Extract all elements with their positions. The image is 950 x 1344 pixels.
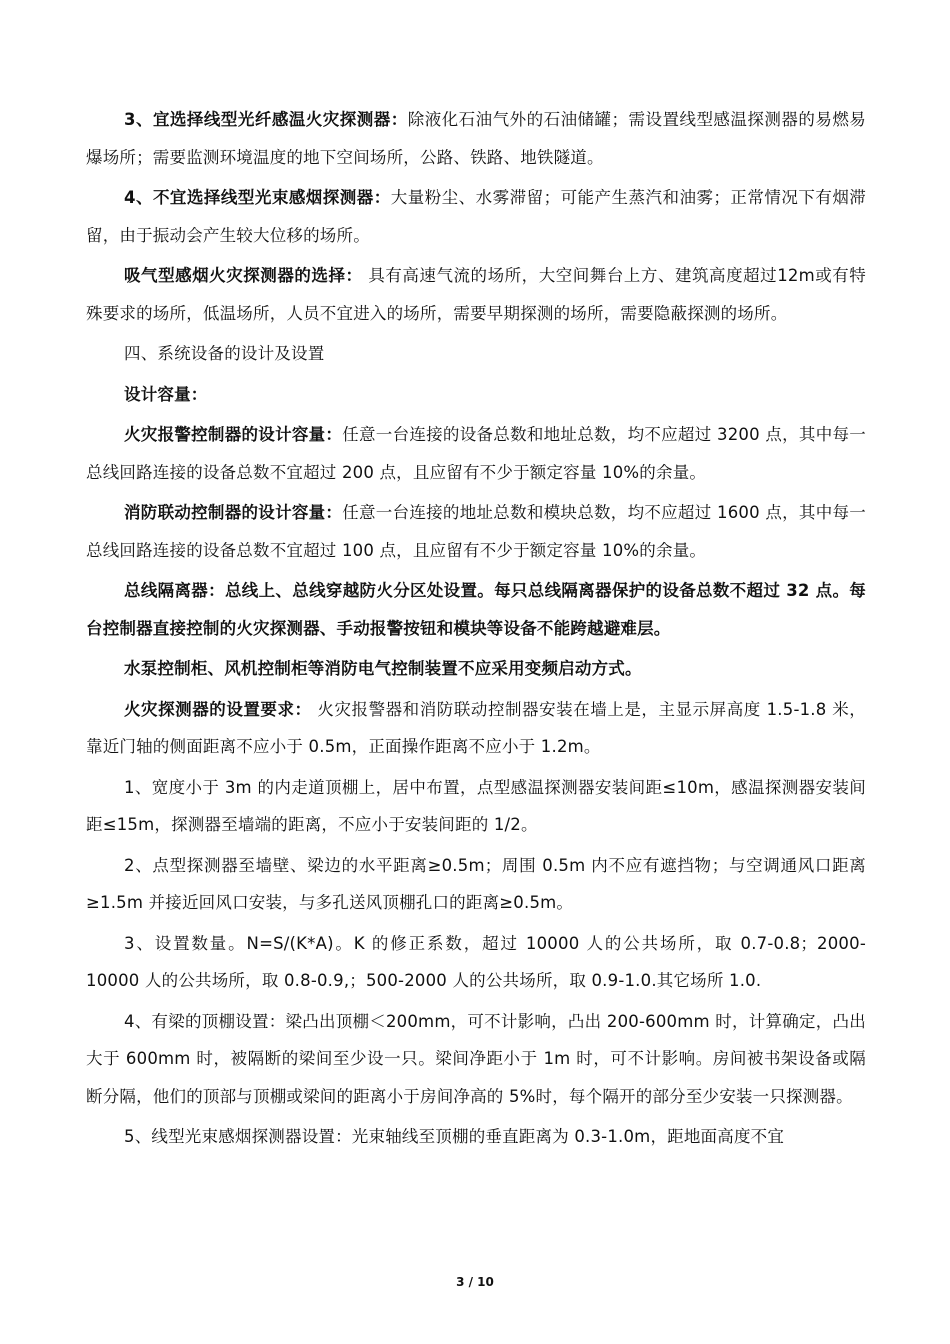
paragraph-10 [86,691,866,766]
paragraph-heading: 火灾报警控制器的设计容量： [124,425,343,444]
paragraph-1 [86,101,866,176]
paragraph-14 [86,1003,866,1116]
paragraph-text: 1、宽度小于 3m 的内走道顶棚上，居中布置，点型感温探测器安装间距≤10m，感温探测器安装间距≤15m，探测器至墙端的距离，不应小于安装间距的 1/2。 [86,777,866,834]
subheading-text: 设计容量： [124,384,208,404]
paragraph-bold-text: 水泵控制柜、风机控制柜等消防电气控制装置不应采用变频启动方式。 [124,659,642,678]
paragraph-12 [86,847,866,922]
page-number: 3 / 10 [456,1275,494,1289]
paragraph-2 [86,179,866,254]
paragraph-heading: 4、不宜选择线型光束感烟探测器： [124,188,391,207]
paragraph-9 [86,650,866,688]
paragraph-heading: 火灾探测器的设置要求： [124,699,312,719]
paragraph-heading: 3、宜选择线型光纤感温火灾探测器： [124,110,408,129]
paragraph-text: 3、设置数量。N=S/(K*A)。K 的修正系数，超过 10000 人的公共场所，取 0.7-0.8；2000-10000 人的公共场所，取 0.8-0.9,；500-2000 人的公共场所，取 0.9-1.0.其它场所 1.0. [86,933,866,990]
paragraph-text: 任意一台连接的地址总数和模块总数，均不应超过 1600 点，其中每一总线回路连接的设备总数不宜超过 100 点，且应留有不少于额定容量 10%的余量。 [86,503,866,560]
subheading-design-capacity [86,376,866,414]
document-body [86,101,866,1159]
paragraph-15 [86,1118,866,1156]
paragraph-3 [86,257,866,332]
paragraph-text: 具有高速气流的场所，大空间舞台上方、建筑高度超过12m或有特殊要求的场所，低温场所，人员不宜进入的场所，需要早期探测的场所，需要隐蔽探测的场所。 [86,266,866,323]
paragraph-text: 5、线型光束感烟探测器设置：光束轴线至顶棚的垂直距离为 0.3-1.0m，距地面高度不宜 [124,1127,785,1146]
paragraph-bold-text: 总线隔离器：总线上、总线穿越防火分区处设置。每只总线隔离器保护的设备总数不超过 32 点。每台控制器直接控制的火灾探测器、手动报警按钮和模块等设备不能跨越避难层。 [86,581,866,638]
paragraph-text: 除液化石油气外的石油储罐；需设置线型感温探测器的易燃易爆场所；需要监测环境温度的地下空间场所，公路、铁路、地铁隧道。 [86,110,866,167]
section-heading-text: 四、系统设备的设计及设置 [124,344,325,363]
paragraph-text: 4、有梁的顶棚设置：梁凸出顶棚＜200mm，可不计影响，凸出 200-600mm 时，计算确定，凸出大于 600mm 时，被隔断的梁间至少设一只。梁间净距小于 1m 时，可不计影响。房间被书架设备或隔断分隔，他们的顶部与顶棚或梁间的距离小于房间净高的 5%时，每个隔开的部分至少安装一只探测器。 [86,1011,866,1106]
paragraph-heading: 吸气型感烟火灾探测器的选择： [124,266,363,285]
paragraph-7 [86,494,866,569]
paragraph-13 [86,925,866,1000]
paragraph-text: 大量粉尘、水雾滞留；可能产生蒸汽和油雾；正常情况下有烟滞留，由于振动会产生较大位移的场所。 [86,188,866,245]
paragraph-8 [86,572,866,647]
paragraph-11 [86,769,866,844]
paragraph-text: 2、点型探测器至墙壁、梁边的水平距离≥0.5m；周围 0.5m 内不应有遮挡物；与空调通风口距离≥1.5m 并接近回风口安装，与多孔送风顶棚孔口的距离≥0.5m。 [86,855,866,912]
paragraph-heading: 消防联动控制器的设计容量： [124,503,343,522]
paragraph-6 [86,416,866,491]
paragraph-text: 火灾报警器和消防联动控制器安装在墙上是，主显示屏高度 1.5-1.8 米，靠近门轴的侧面距离不应小于 0.5m，正面操作距离不应小于 1.2m。 [86,699,866,756]
paragraph-text: 任意一台连接的设备总数和地址总数，均不应超过 3200 点，其中每一总线回路连接的设备总数不宜超过 200 点，且应留有不少于额定容量 10%的余量。 [86,425,866,482]
section-heading [86,335,866,373]
